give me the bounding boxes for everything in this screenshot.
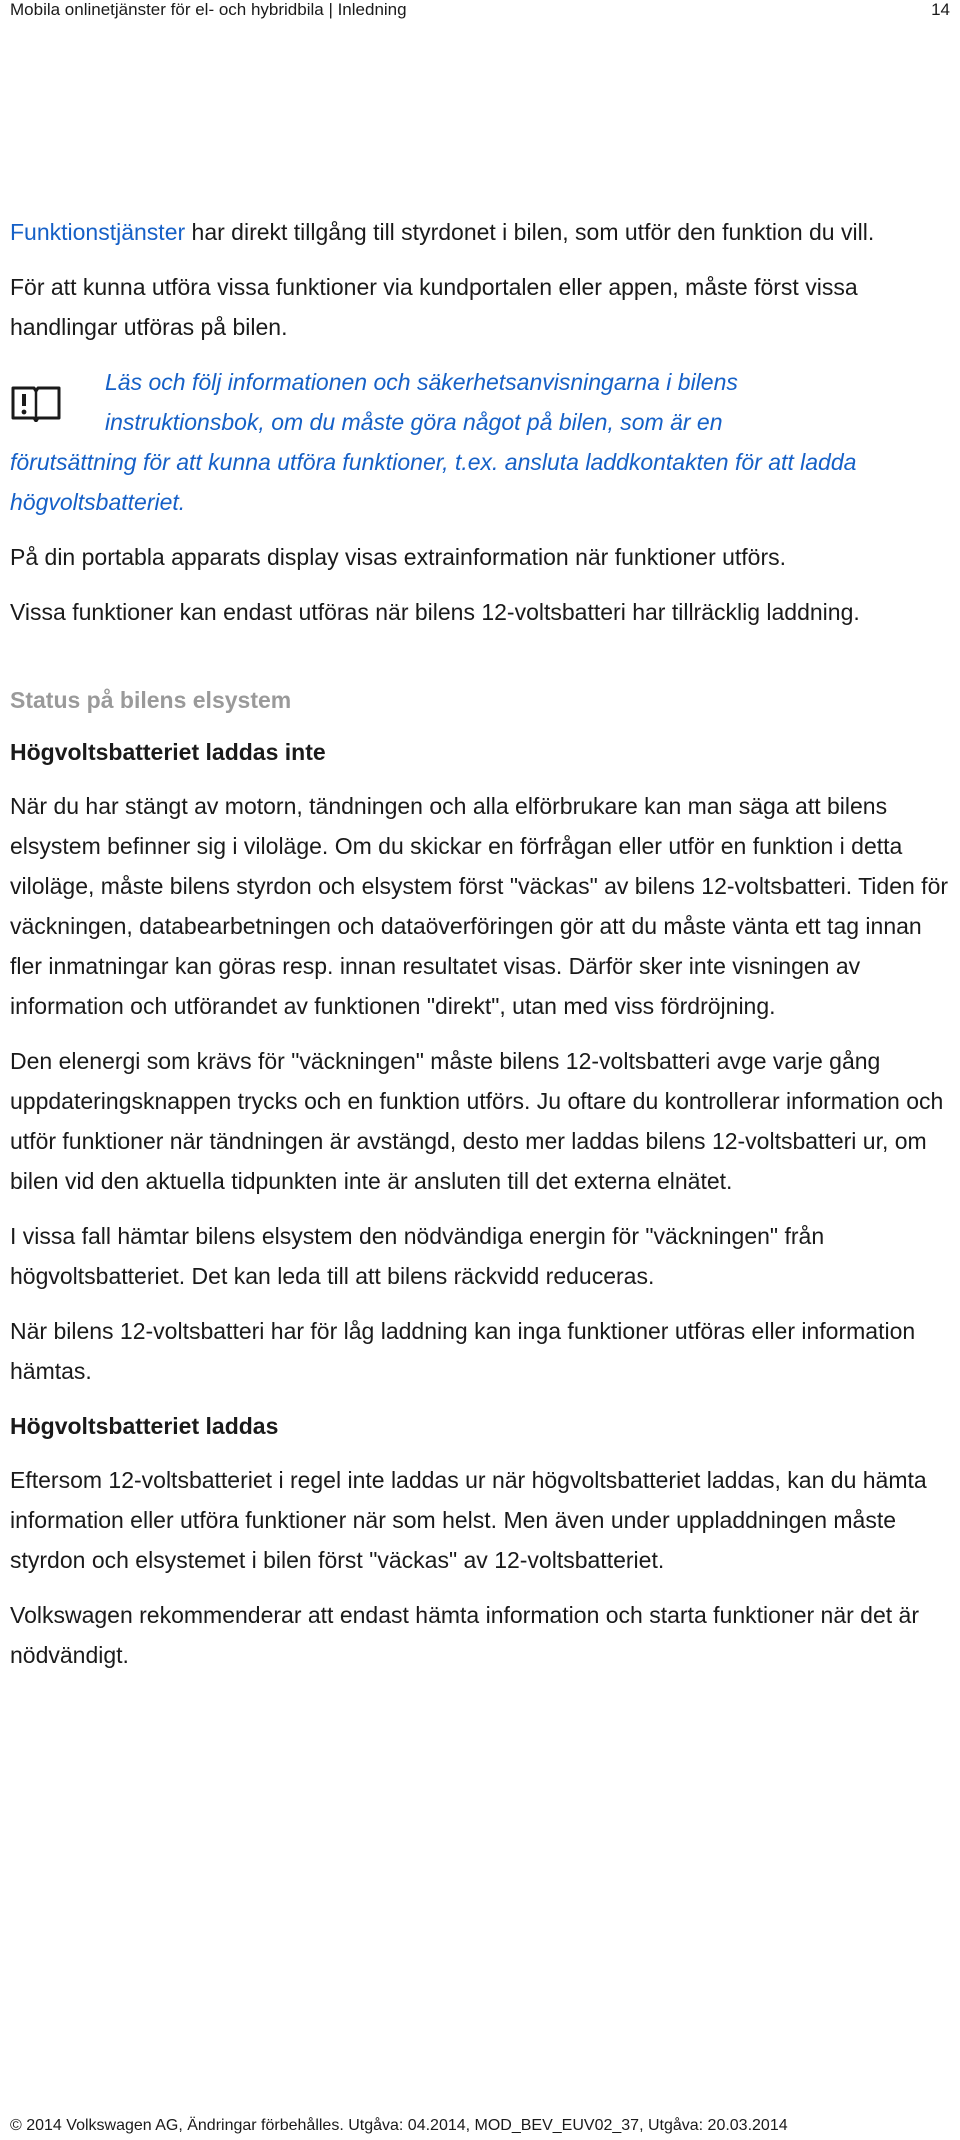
- prerequisite-paragraph: För att kunna utföra vissa funktioner via kundportalen eller appen, måste först vissa handlingar utföras på bilen.: [10, 274, 858, 340]
- intro-paragraph: [10, 212, 950, 252]
- document-title: Mobila onlinetjänster för el- och hybridbila | Inledning: [10, 0, 407, 19]
- book-warning-icon: [10, 382, 62, 422]
- intro-text: har direkt tillgång till styrdonet i bilen, som utför den funktion du vill.: [185, 219, 875, 245]
- subheading-not-charging: Högvoltsbatteriet laddas inte: [10, 739, 326, 765]
- section-heading: Status på bilens elsystem: [10, 687, 292, 713]
- note-line-2: instruktionsbok, om du måste göra något på bilen, som är en: [105, 409, 723, 435]
- page-content: [10, 212, 950, 1690]
- charging-paragraph: Eftersom 12-voltsbatteriet i regel inte laddas ur när högvoltsbatteriet laddas, kan du hämta information eller utföra funktioner när som helst. Men även under uppladdningen måste styrdon och elsystemet i bilen först "väckas" av 12-voltsbatteriet.: [10, 1467, 927, 1573]
- low-charge-paragraph: När bilens 12-voltsbatteri har för låg laddning kan inga funktioner utföras eller information hämtas.: [10, 1318, 916, 1384]
- page-footer: © 2014 Volkswagen AG, Ändringar förbehålles. Utgåva: 04.2014, MOD_BEV_EUV02_37, Utgåva: 20.03.2014: [10, 2117, 788, 2134]
- subheading-charging: Högvoltsbatteriet laddas: [10, 1413, 279, 1439]
- display-paragraph: På din portabla apparats display visas extrainformation när funktioner utförs.: [10, 544, 787, 570]
- sleep-mode-paragraph: När du har stängt av motorn, tändningen och alla elförbrukare kan man säga att bilens elsystem befinner sig i viloläge. Om du skickar en förfrågan eller utför en funktion i detta viloläge, måste bilens styrdon och elsystem först "väckas" av bilens 12-voltsbatteri. Tiden för väckningen, databearbetningen och dataöverföringen gör att du måste vänta ett tag innan fler inmatningar kan göras resp. innan resultatet visas. Därför sker inte visningen av information och utförandet av funktionen "direkt", utan med viss fördröjning.: [10, 793, 949, 1019]
- range-paragraph: I vissa fall hämtar bilens elsystem den nödvändiga energin för "väckningen" från högvoltsbatteriet. Det kan leda till att bilens räckvidd reduceras.: [10, 1223, 825, 1289]
- note-line-1: Läs och följ informationen och säkerhetsanvisningarna i bilens: [105, 369, 738, 395]
- battery-paragraph: Vissa funktioner kan endast utföras när bilens 12-voltsbatteri har tillräcklig laddning.: [10, 599, 860, 625]
- page-number: 14: [931, 0, 950, 19]
- funktionstjanster-link[interactable]: Funktionstjänster: [10, 219, 186, 245]
- note-continuation: förutsättning för att kunna utföra funktioner, t.ex. ansluta laddkontakten för att ladda högvoltsbatteriet.: [10, 449, 857, 515]
- wakeup-energy-paragraph: Den elenergi som krävs för "väckningen" måste bilens 12-voltsbatteri avge varje gång uppdateringsknappen trycks och en funktion utförs. Ju oftare du kontrollerar information och utför funktioner när tändningen är avstängd, desto mer laddas bilens 12-voltsbatteri ur, om bilen vid den aktuella tidpunkten inte är ansluten till det externa elnätet.: [10, 1048, 944, 1194]
- page-header: [10, 0, 950, 22]
- safety-note: [10, 362, 950, 522]
- recommendation-paragraph: Volkswagen rekommenderar att endast hämta information och starta funktioner när det är nödvändigt.: [10, 1602, 919, 1668]
